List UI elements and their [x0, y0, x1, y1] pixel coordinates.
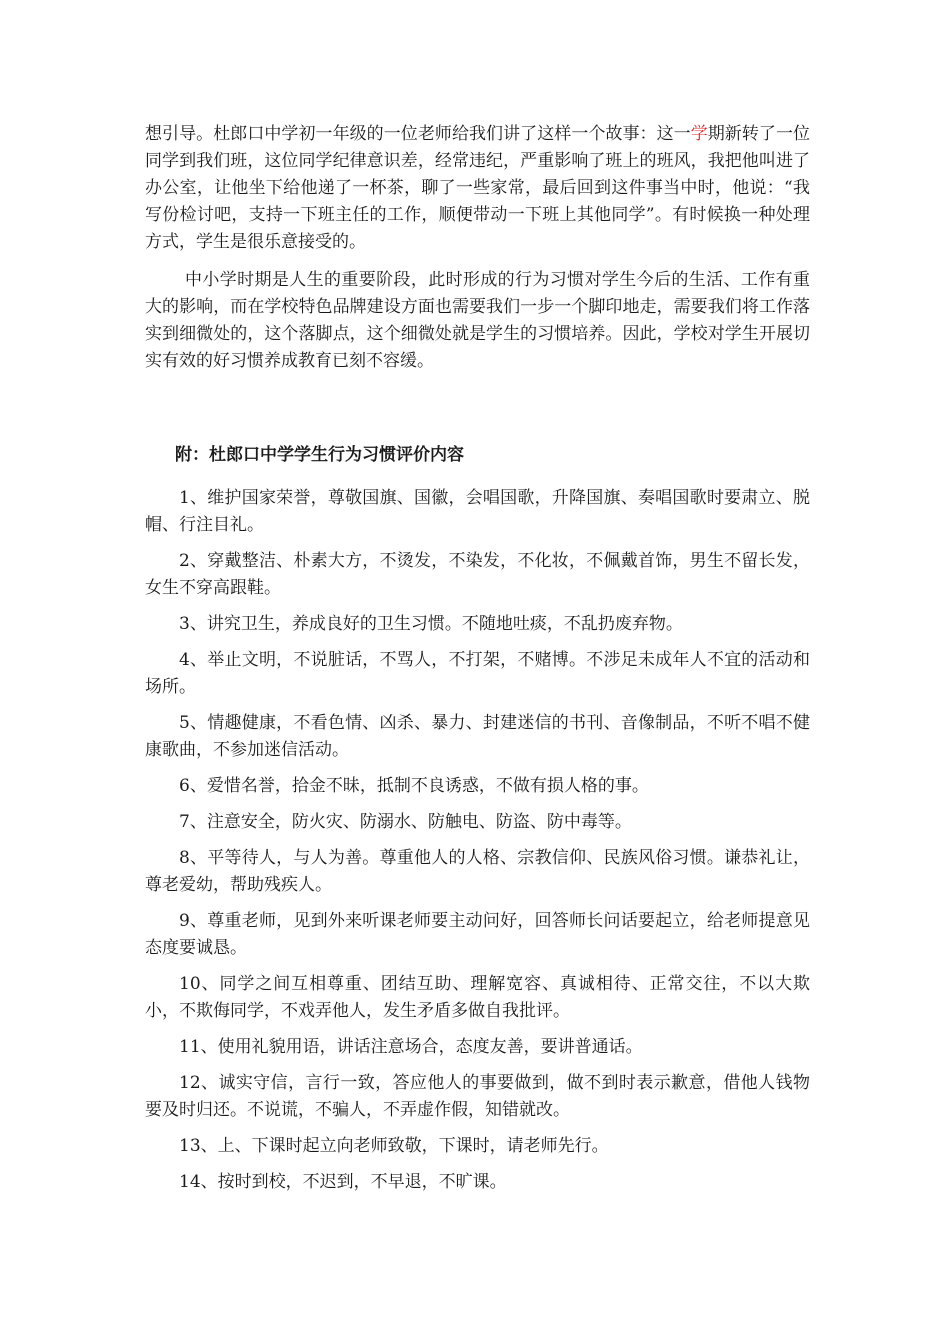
- list-item: 13、上、下课时起立向老师致敬，下课时，请老师先行。: [179, 1136, 609, 1156]
- paragraph-story-after: 期新转了一位同学到我们班，这位同学纪律意识差，经常违纪，严重影响了班上的班风，我把他叫进了办公室，让他坐下给他递了一杯茶，聊了一些家常，最后回到这件事当中时，他说：“我写份检讨吧，支持一下班主任的工作，顺便带动一下班上其他同学”。有时候换一种处理方式，学生是很乐意接受的。: [145, 124, 811, 252]
- list-item: 12、诚实守信，言行一致，答应他人的事要做到，做不到时表示歉意，借他人钱物要及时归还。不说谎，不骗人，不弄虚作假，知错就改。: [145, 1073, 810, 1120]
- paragraph-habits: 中小学时期是人生的重要阶段，此时形成的行为习惯对学生今后的生活、工作有重大的影响，而在学校特色品牌建设方面也需要我们一步一个脚印地走，需要我们将工作落实到细微处的，这个落脚点，这个细微处就是学生的习惯培养。因此，学校对学生开展切实有效的好习惯养成教育已刻不容缓。: [145, 270, 810, 371]
- list-item: 6、爱惜名誉，拾金不昧，抵制不良诱惑，不做有损人格的事。: [179, 776, 649, 796]
- list-item: 4、举止文明，不说脏话，不骂人，不打架，不赌博。不涉足未成年人不宜的活动和场所。: [145, 650, 810, 697]
- evaluation-list: [145, 485, 810, 1205]
- list-item: 5、情趣健康，不看色情、凶杀、暴力、封建迷信的书刊、音像制品，不听不唱不健康歌曲，不参加迷信活动。: [145, 713, 810, 760]
- list-item: 3、讲究卫生，养成良好的卫生习惯。不随地吐痰，不乱扔废弃物。: [179, 614, 683, 634]
- paragraph-story-before: 想引导。杜郎口中学初一年级的一位老师给我们讲了这样一个故事：这一: [145, 124, 691, 144]
- list-item: 14、按时到校，不迟到，不早退，不旷课。: [179, 1172, 507, 1192]
- highlighted-character: 学: [690, 124, 708, 144]
- appendix-title: 附：杜郎口中学学生行为习惯评价内容: [175, 445, 464, 465]
- list-item: 7、注意安全，防火灾、防溺水、防触电、防盗、防中毒等。: [179, 812, 632, 832]
- list-item: 10、同学之间互相尊重、团结互助、理解宽容、真诚相待、正常交往，不以大欺小，不欺侮同学，不戏弄他人，发生矛盾多做自我批评。: [145, 974, 810, 1021]
- list-item: 2、穿戴整洁、朴素大方，不烫发，不染发，不化妆，不佩戴首饰，男生不留长发，女生不穿高跟鞋。: [145, 551, 810, 598]
- paragraph-story: [145, 121, 810, 256]
- list-item: 8、平等待人，与人为善。尊重他人的人格、宗教信仰、民族风俗习惯。谦恭礼让，尊老爱幼，帮助残疾人。: [145, 848, 810, 895]
- list-item: 11、使用礼貌用语，讲话注意场合，态度友善，要讲普通话。: [179, 1037, 643, 1057]
- list-item: 9、尊重老师，见到外来听课老师要主动问好，回答师长问话要起立，给老师提意见态度要诚恳。: [145, 911, 810, 958]
- list-item: 1、维护国家荣誉，尊敬国旗、国徽，会唱国歌，升降国旗、奏唱国歌时要肃立、脱帽、行注目礼。: [145, 488, 810, 535]
